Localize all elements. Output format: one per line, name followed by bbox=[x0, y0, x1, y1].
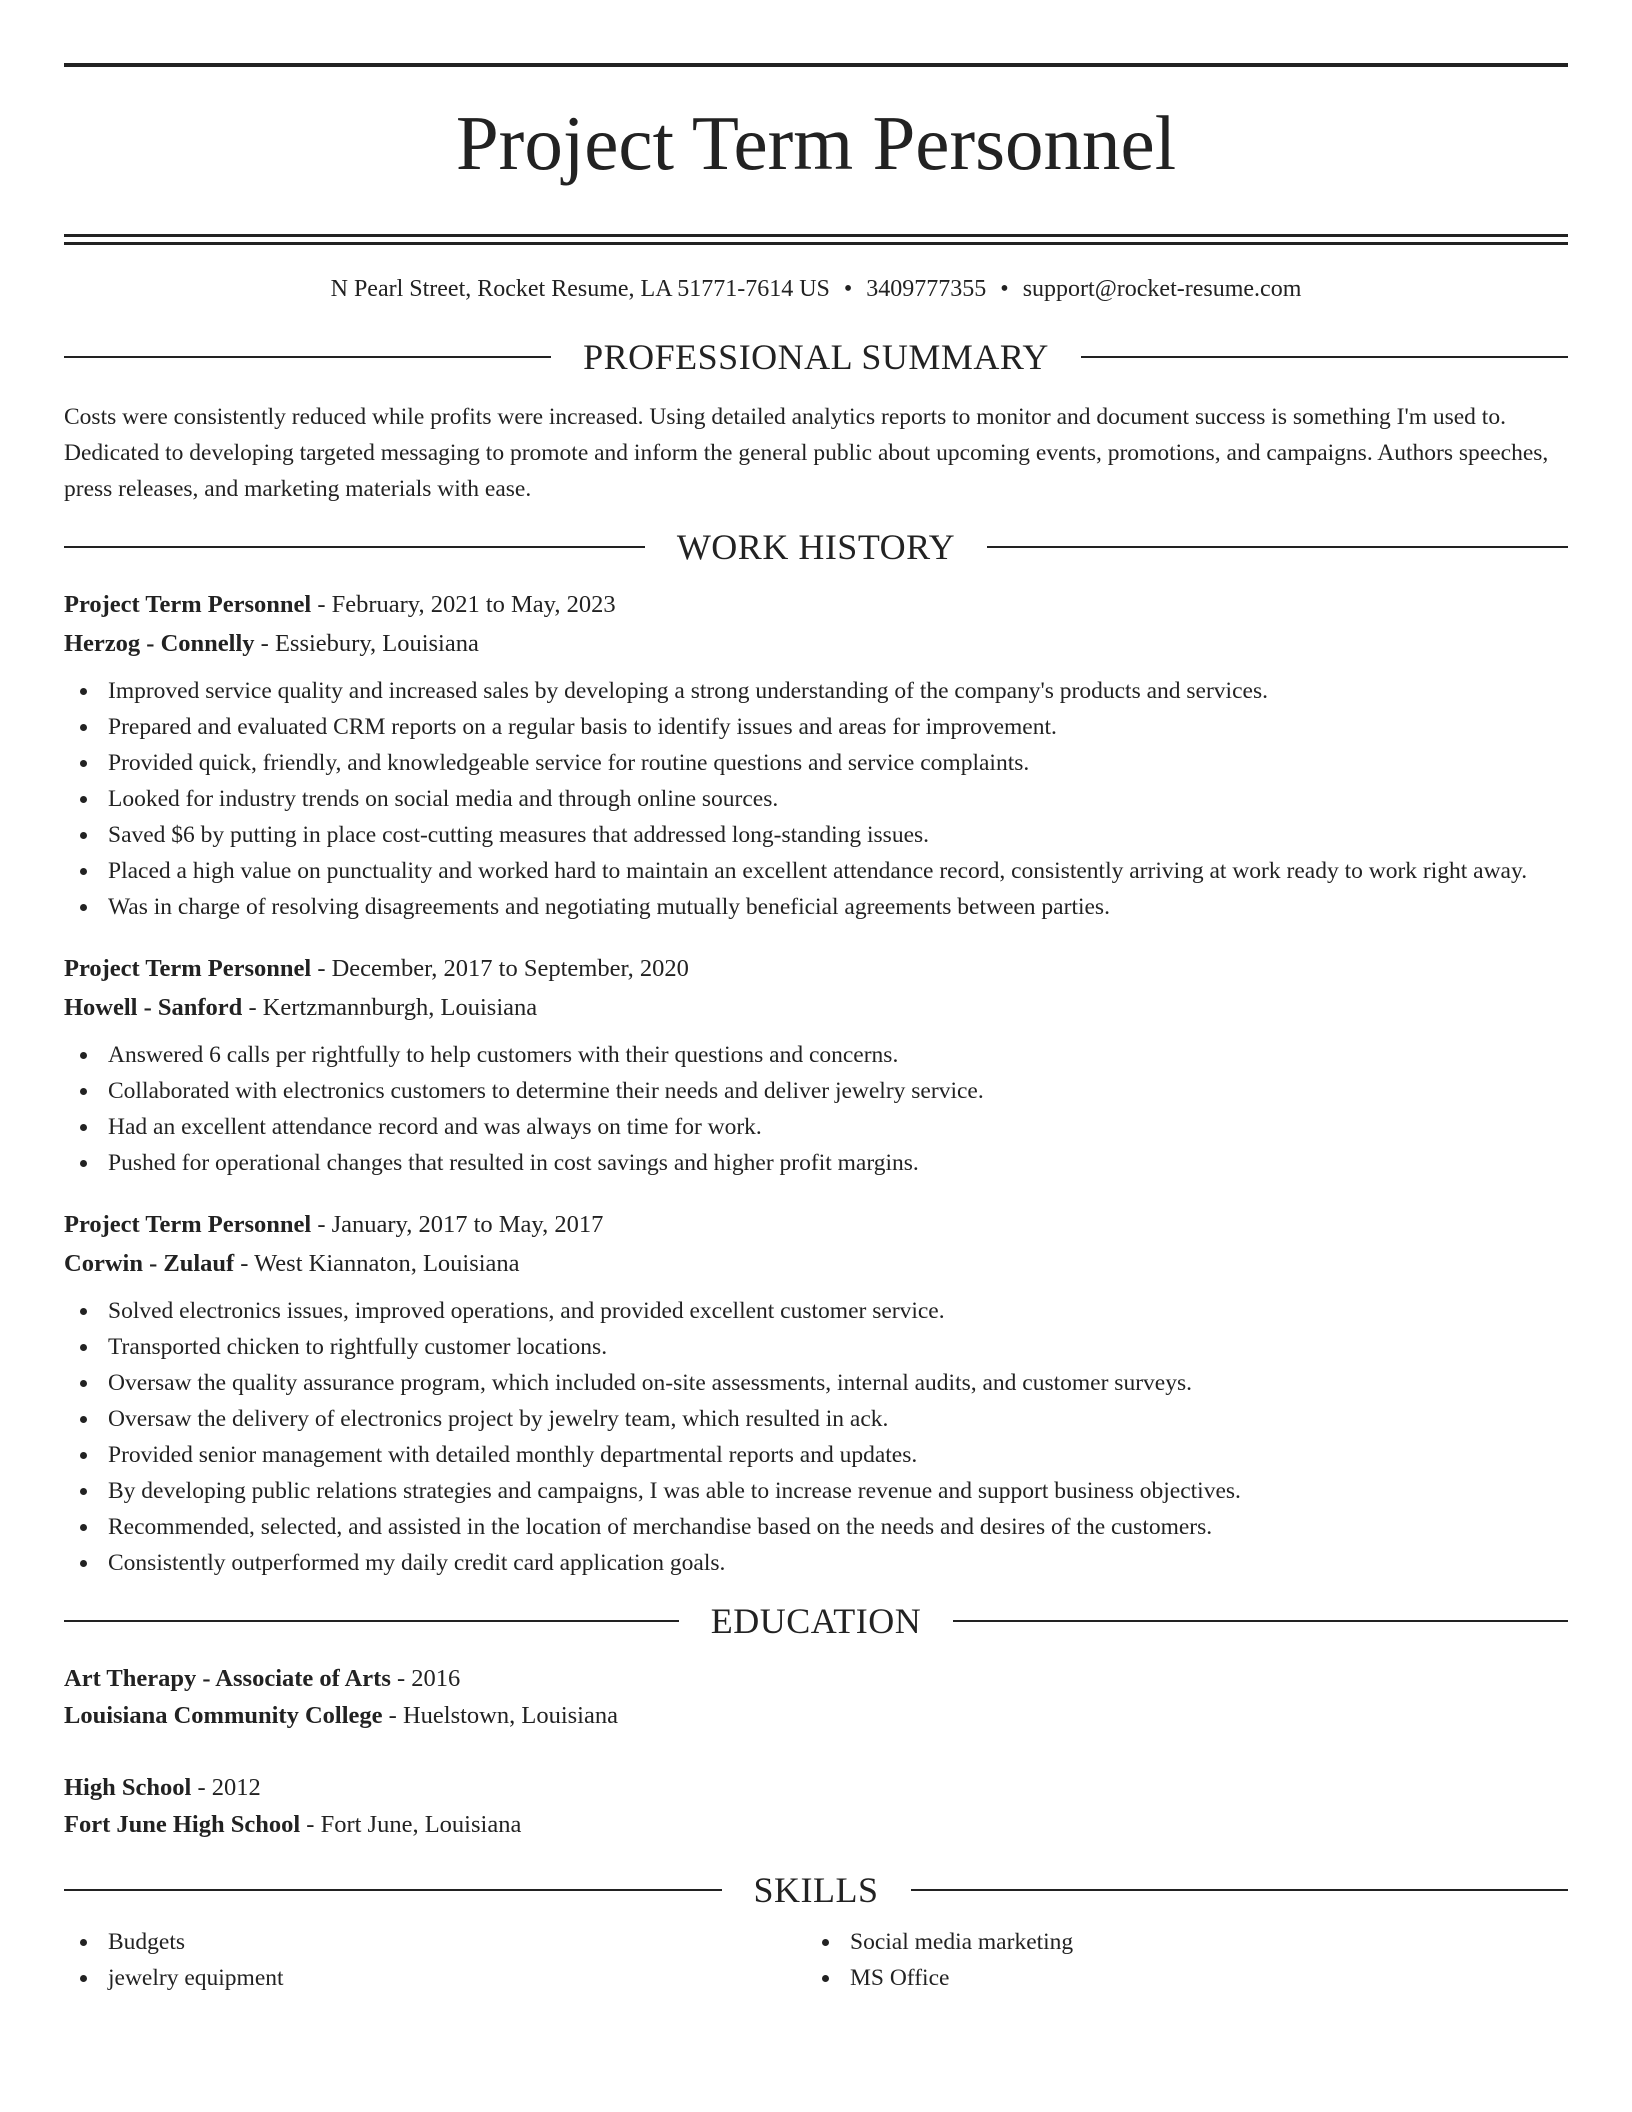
heading-rule bbox=[64, 1889, 722, 1891]
job-title: Project Term Personnel bbox=[64, 954, 312, 982]
education-entry bbox=[64, 1664, 1568, 1730]
skill-item: Social media marketing bbox=[806, 1924, 1548, 1960]
work-history-heading bbox=[64, 526, 1568, 567]
duty-item: Oversaw the delivery of electronics project by jewelry team, which resulted in ack. bbox=[64, 1401, 1568, 1437]
education-school: Louisiana Community College bbox=[64, 1702, 383, 1730]
duty-item: Improved service quality and increased sales by developing a strong understanding of the company's products and services. bbox=[64, 673, 1568, 709]
contact-address: N Pearl Street, Rocket Resume, LA 51771-7614 US bbox=[330, 275, 830, 302]
header-double-rule bbox=[64, 234, 1568, 245]
contact-separator: • bbox=[843, 275, 853, 302]
duty-item: Provided quick, friendly, and knowledgeable service for routine questions and service complaints. bbox=[64, 745, 1568, 781]
job-title-line bbox=[64, 590, 1568, 618]
duty-item: Prepared and evaluated CRM reports on a regular basis to identify issues and areas for improvement. bbox=[64, 709, 1568, 745]
summary-text: Costs were consistently reduced while profits were increased. Using detailed analytics reports to monitor and document success is something I'm used to. Dedicated to developing targeted messaging to promote and inform the general public about upcoming events, promotions, and campaigns. Authors speeches, press releases, and marketing materials with ease. bbox=[64, 403, 1549, 502]
section-title: EDUCATION bbox=[710, 1600, 922, 1641]
education-heading bbox=[64, 1600, 1568, 1641]
section-title: WORK HISTORY bbox=[676, 526, 956, 567]
contact-separator: • bbox=[1000, 275, 1009, 302]
heading-rule bbox=[64, 356, 551, 358]
skills-column-left bbox=[64, 1924, 806, 1996]
contact-phone[interactable]: 3409777355 bbox=[866, 275, 987, 302]
job-dates: - December, 2017 to September, 2020 bbox=[311, 954, 689, 982]
education-entry bbox=[64, 1773, 1568, 1839]
contact-line bbox=[64, 277, 1568, 301]
duty-item: Provided senior management with detailed monthly departmental reports and updates. bbox=[64, 1437, 1568, 1473]
job-dates: - January, 2017 to May, 2017 bbox=[311, 1210, 604, 1238]
job-entry bbox=[64, 590, 1568, 925]
duty-item: Collaborated with electronics customers to determine their needs and deliver jewelry service. bbox=[64, 1073, 1568, 1109]
duty-item: Recommended, selected, and assisted in the location of merchandise based on the needs and desires of the customers. bbox=[64, 1509, 1568, 1545]
job-duties bbox=[64, 1037, 1568, 1181]
job-dates: - February, 2021 to May, 2023 bbox=[311, 590, 616, 618]
duty-item: Consistently outperformed my daily credit card application goals. bbox=[64, 1545, 1568, 1581]
job-location: - West Kiannaton, Louisiana bbox=[234, 1250, 520, 1278]
education-degree-line bbox=[64, 1773, 1568, 1801]
skill-item: jewelry equipment bbox=[64, 1960, 806, 1996]
duty-item: Placed a high value on punctuality and worked hard to maintain an excellent attendance record, consistently arriving at work ready to work right away. bbox=[64, 853, 1568, 889]
job-title-line bbox=[64, 1210, 1568, 1238]
job-duties bbox=[64, 673, 1568, 925]
job-location: - Kertzmannburgh, Louisiana bbox=[242, 994, 538, 1022]
job-employer: Herzog - Connelly bbox=[64, 630, 255, 658]
top-rule bbox=[64, 63, 1568, 67]
education-location: - Fort June, Louisiana bbox=[300, 1811, 522, 1839]
heading-rule bbox=[953, 1620, 1568, 1622]
duty-item: Oversaw the quality assurance program, which included on-site assessments, internal audits, and customer surveys. bbox=[64, 1365, 1568, 1401]
education-year: - 2012 bbox=[191, 1773, 261, 1801]
education-year: - 2016 bbox=[390, 1664, 461, 1692]
education-school-line bbox=[64, 1813, 1568, 1838]
heading-rule bbox=[987, 546, 1568, 548]
skills-heading bbox=[64, 1869, 1568, 1910]
job-employer: Howell - Sanford bbox=[64, 994, 243, 1022]
job-employer-line bbox=[64, 632, 1568, 657]
heading-rule bbox=[64, 1620, 679, 1622]
duty-item: Had an excellent attendance record and was always on time for work. bbox=[64, 1109, 1568, 1145]
education-degree: High School bbox=[64, 1773, 192, 1801]
education-school-line bbox=[64, 1704, 1568, 1729]
education-location: - Huelstown, Louisiana bbox=[382, 1702, 618, 1730]
duty-item: Solved electronics issues, improved operations, and provided excellent customer service. bbox=[64, 1293, 1568, 1329]
education-degree-line bbox=[64, 1664, 1568, 1692]
duty-item: Was in charge of resolving disagreements and negotiating mutually beneficial agreements between parties. bbox=[64, 889, 1568, 925]
duty-item: Looked for industry trends on social media and through online sources. bbox=[64, 781, 1568, 817]
job-title: Project Term Personnel bbox=[64, 590, 312, 618]
duty-item: By developing public relations strategies and campaigns, I was able to increase revenue and support business objectives. bbox=[64, 1473, 1568, 1509]
job-location: - Essiebury, Louisiana bbox=[254, 630, 479, 658]
skill-item: MS Office bbox=[806, 1960, 1548, 1996]
duty-item: Transported chicken to rightfully customer locations. bbox=[64, 1329, 1568, 1365]
job-title-line bbox=[64, 954, 1568, 982]
heading-rule bbox=[1081, 356, 1568, 358]
job-employer-line bbox=[64, 1252, 1568, 1277]
duty-item: Saved $6 by putting in place cost-cutting measures that addressed long-standing issues. bbox=[64, 817, 1568, 853]
heading-rule bbox=[64, 546, 645, 548]
job-duties bbox=[64, 1293, 1568, 1581]
section-title: PROFESSIONAL SUMMARY bbox=[583, 336, 1049, 377]
skills-column-right bbox=[806, 1924, 1548, 1996]
heading-rule bbox=[911, 1889, 1569, 1891]
education-degree: Art Therapy - Associate of Arts bbox=[64, 1664, 391, 1692]
skills-list bbox=[64, 1924, 1568, 1996]
contact-email[interactable]: support@rocket-resume.com bbox=[1022, 275, 1302, 302]
duty-item: Answered 6 calls per rightfully to help customers with their questions and concerns. bbox=[64, 1037, 1568, 1073]
job-title: Project Term Personnel bbox=[64, 1210, 312, 1238]
summary-heading bbox=[64, 336, 1568, 377]
skill-item: Budgets bbox=[64, 1924, 806, 1960]
education-school: Fort June High School bbox=[64, 1811, 301, 1839]
duty-item: Pushed for operational changes that resulted in cost savings and higher profit margins. bbox=[64, 1145, 1568, 1181]
job-employer-line bbox=[64, 996, 1568, 1021]
candidate-name: Project Term Personnel bbox=[455, 100, 1177, 186]
job-employer: Corwin - Zulauf bbox=[64, 1250, 235, 1278]
job-entry bbox=[64, 954, 1568, 1181]
job-entry bbox=[64, 1210, 1568, 1581]
section-title: SKILLS bbox=[753, 1869, 879, 1910]
